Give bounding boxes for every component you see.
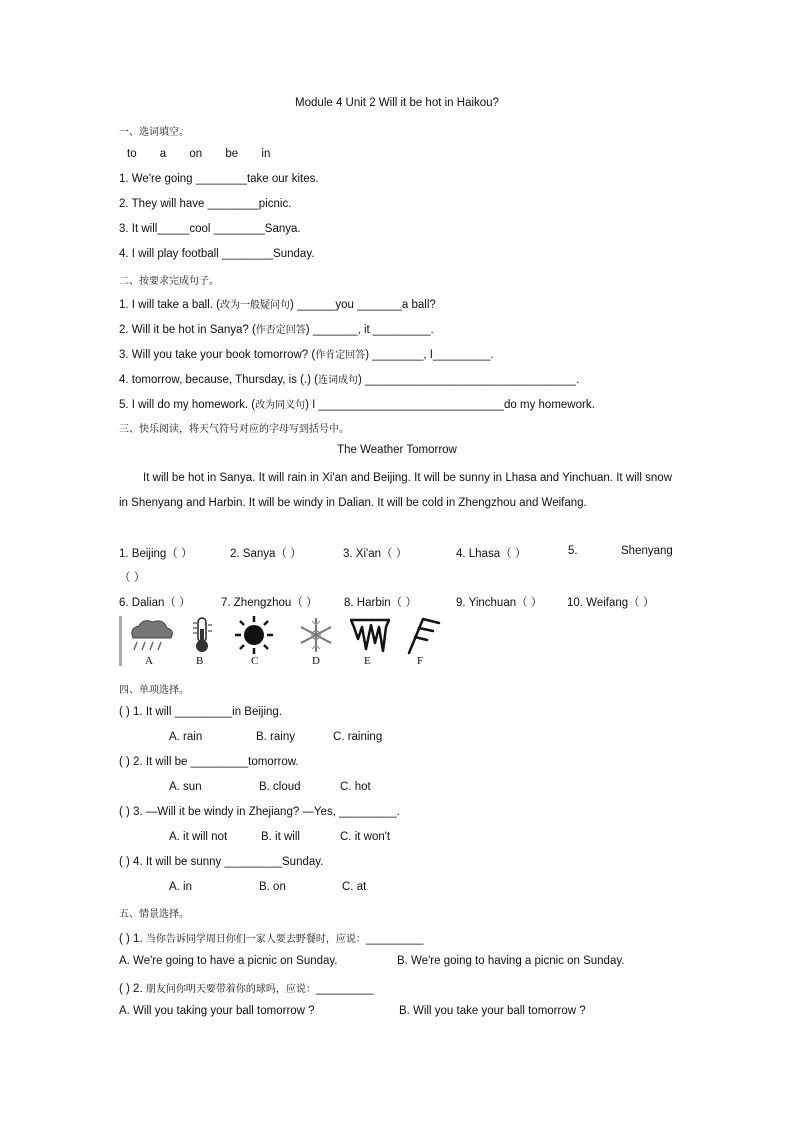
question-text: 当你告诉同学周日你们一家人要去野餐时，应说： [145,934,366,945]
question [119,396,595,411]
word-bank [127,148,290,160]
match-item: （ ） [119,572,146,584]
section-4-heading: 四、单项选择。 [119,685,189,696]
question: ( ) 1. It will _________in Beijing. [119,706,283,718]
answer-blank: ) ________, I_________. [365,349,494,361]
choice-option: C. raining [333,731,383,743]
choice-option: C. at [342,881,367,893]
question [119,296,436,311]
wind-flag-icon [403,615,443,655]
question: 1. We're going ________take our kites. [119,173,319,185]
page-title: Module 4 Unit 2 Will it be hot in Haikou? [295,97,499,109]
choice-option: B. We're going to having a picnic on Sunday. [397,955,625,967]
question: 2. They will have ________picnic. [119,198,292,210]
choice-option: A. it will not [169,831,228,843]
match-item: 2. Sanya（ ） [230,548,302,560]
match-item: 7. Zhengzhou（ ） [221,597,318,609]
question-text: 5. I will do my homework. ( [119,399,256,411]
match-item: 10. Weifang（ ） [567,597,655,609]
question: ( ) 4. It will be sunny _________Sunday. [119,856,324,868]
choice-option: C. hot [340,781,371,793]
question-text: 朋友问你明天要带着你的球吗，应说： [145,984,316,995]
question: 4. I will play football ________Sunday. [119,248,315,260]
instruction: 作否定回答 [255,325,306,336]
question [119,980,373,995]
choice-option: B. on [259,881,286,893]
symbol-label: E [364,655,371,667]
question: ( ) 3. —Will it be windy in Zhejiang? —Yes, _________. [119,806,400,818]
word: in [261,148,271,160]
choice-option: A. Will you taking your ball tomorrow ? [119,1005,315,1017]
section-5-heading: 五、情景选择。 [119,909,189,920]
choice-option: B. cloud [259,781,301,793]
question-number: ( ) 2. [119,983,143,995]
reading-passage: It will be hot in Sanya. It will rain in Xi'an and Beijing. It will be sunny in Lhasa and Yinchuan. It will snow in Shenyang and Harbin. It will be windy in Dalian. It will be cold in Zhengzhou and Weifang. [119,472,672,509]
icicle-icon [350,615,390,655]
match-item: 9. Yinchuan（ ） [456,597,543,609]
answer-blank: ) ______you _______a ball? [289,299,436,311]
match-item: 4. Lhasa（ ） [456,548,527,560]
question-text: 3. Will you take your book tomorrow? ( [119,349,316,361]
choice-option: B. it will [261,831,300,843]
choice-option: A. rain [169,731,203,743]
section-2-heading: 二、按要求完成句子。 [119,276,219,287]
passage-title: The Weather Tomorrow [337,444,457,456]
choice-option: B. Will you take your ball tomorrow ? [399,1005,586,1017]
match-item: 5. [568,545,578,557]
instruction: 连词成句 [317,375,358,386]
snowflake-icon [298,615,334,655]
symbol-label: A [145,655,153,667]
match-item: 3. Xi'an（ ） [343,548,408,560]
symbol-label: D [312,655,320,667]
answer-blank: ) _______, it _________. [305,324,434,336]
choice-option: B. rainy [256,731,295,743]
question-number: ( ) 1. [119,933,143,945]
question [119,346,494,361]
match-item: 6. Dalian（ ） [119,597,191,609]
question-text: 2. Will it be hot in Sanya? ( [119,324,256,336]
question [119,371,579,386]
choice-option: C. it won't [340,831,391,843]
question [119,930,423,945]
section-1-heading: 一、选词填空。 [119,127,189,138]
match-item: Shenyang [621,545,673,557]
sun-icon [233,615,275,655]
match-item: 1. Beijing（ ） [119,548,193,560]
instruction: 改为同义句 [255,400,306,411]
choice-option: A. We're going to have a picnic on Sunday. [119,955,338,967]
answer-blank: ) _________________________________. [357,374,580,386]
choice-option: A. sun [169,781,202,793]
symbol-label: B [196,655,204,667]
thermometer-icon [188,615,218,655]
question-text: 4. tomorrow, because, Thursday, is (.) ( [119,374,318,386]
word: be [225,148,239,160]
question [119,321,434,336]
word: to [127,148,137,160]
instruction: 作肯定回答 [315,350,366,361]
question: 3. It will_____cool ________Sanya. [119,223,301,235]
question-text: 1. I will take a ball. ( [119,299,220,311]
answer-blank: ) I _____________________________do my homework. [305,399,595,411]
match-item: 8. Harbin（ ） [344,597,417,609]
choice-option: A. in [169,881,193,893]
answer-blank: _________ [365,933,424,945]
section-3-heading: 三、快乐阅读，将天气符号对应的字母写到括号中。 [119,424,349,435]
instruction: 改为一般疑问句 [219,300,290,311]
symbol-label: F [417,655,424,667]
word: on [189,148,203,160]
answer-blank: _________ [315,983,374,995]
word: a [159,148,167,160]
question: ( ) 2. It will be _________tomorrow. [119,756,299,768]
symbol-label: C [251,655,259,667]
